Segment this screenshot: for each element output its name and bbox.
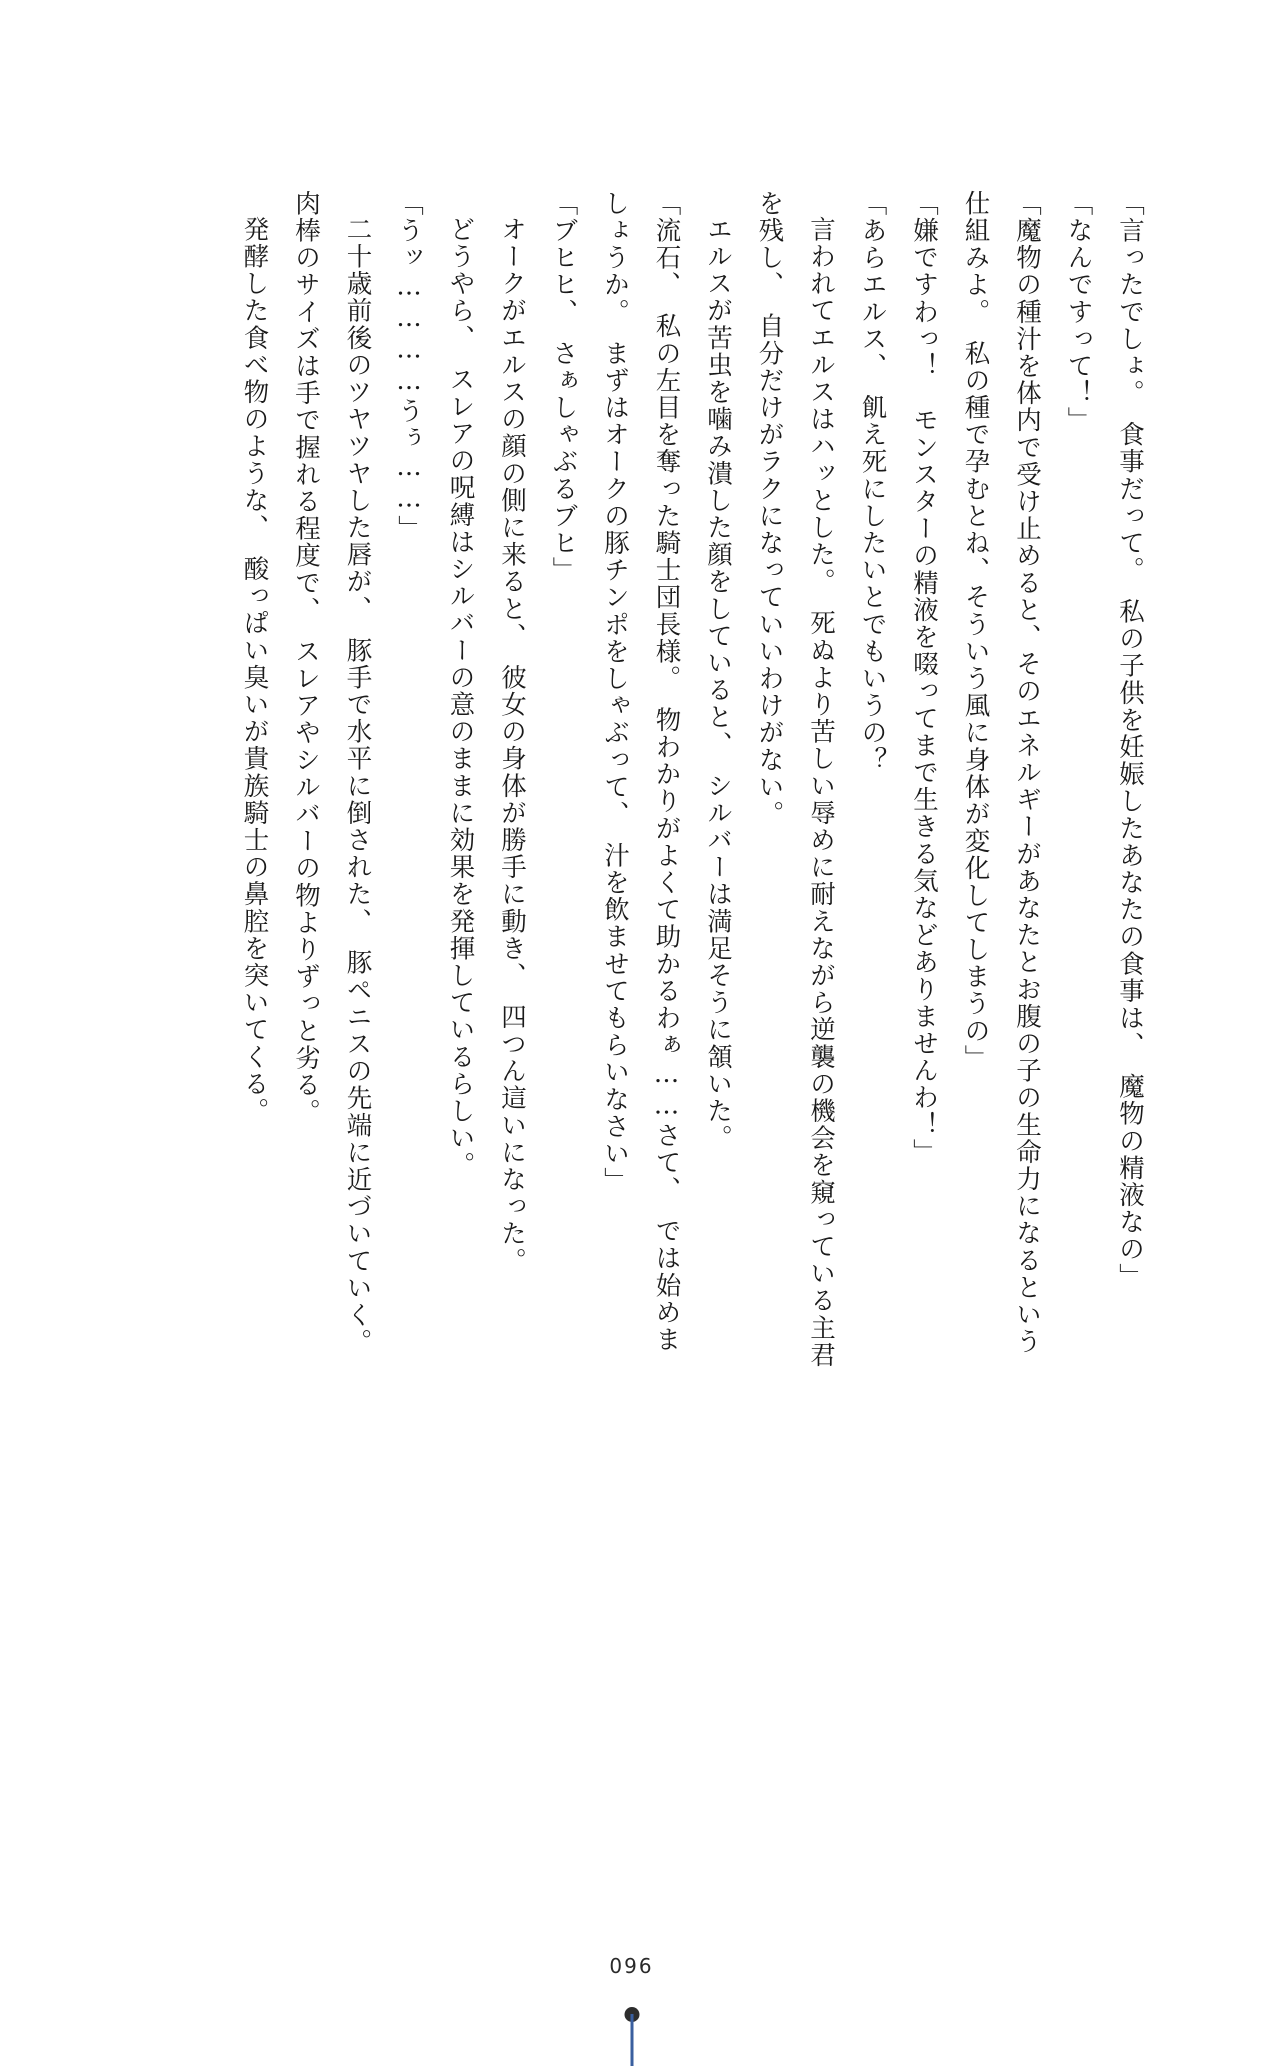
paragraph: 「うッ…………うぅ……」 (394, 190, 424, 543)
paragraph: 「言ったでしょ。 食事だって。 私の子供を妊娠したあなたの食事は、 魔物の精液なの」 (1115, 190, 1145, 1290)
paragraph: 「なんですって！」 (1063, 190, 1094, 434)
paragraph: 言われてエルスはハッとした。 死ぬより苦しい辱めに耐えながら逆襲の機会を窺っている主君を残し、 自分だけがラクになっていいわけがない。 (754, 190, 836, 1369)
paragraph: 「流石、 私の左目を奪った騎士団長様。 物わかりがよくて助かるわぁ……さて、 では始めましょうか。 まずはオークの豚チンポをしゃぶって、 汁を飲ませてもらいなさい」 (600, 190, 682, 1354)
paragraph: 発酵した食べ物のような、 酸っぱい臭いが貴族騎士の鼻腔を突いてくる。 (239, 215, 270, 1125)
paragraph: オークがエルスの顔の側に来ると、 彼女の身体が勝手に動き、 四つん這いになった。 (497, 215, 527, 1274)
page-body-text (108, 190, 1155, 1370)
paragraph: 「ブヒヒ、 さぁしゃぶるブヒ」 (548, 190, 579, 584)
page-number: 096 (609, 1954, 654, 1978)
footer-rule-ornament (630, 2014, 633, 2066)
paragraph: 「魔物の種汁を体内で受け止めると、そのエネルギーがあなたとお腹の子の生命力になるという仕組みよ。 私の種で孕むとね、そういう風に身体が変化してしまうの」 (960, 190, 1042, 1356)
paragraph: どうやら、 スレアの呪縛はシルバーの意のままに効果を発揮しているらしい。 (445, 215, 476, 1179)
paragraph: 「嫌ですわっ！ モンスターの精液を啜ってまで生きる気などありませんわ！」 (909, 190, 939, 1166)
paragraph: 二十歳前後のツヤツヤした唇が、 豚手で水平に倒された、 豚ペニスの先端に近づいていく。 肉棒のサイズは手で握れる程度で、 スレアやシルバーの物よりずっと劣る。 (291, 190, 373, 1370)
paragraph: 「あらエルス、 飢え死にしたいとでもいうの？ (857, 190, 888, 774)
paragraph: エルスが苦虫を噛み潰した顔をしていると、 シルバーは満足そうに頷いた。 (703, 215, 733, 1152)
